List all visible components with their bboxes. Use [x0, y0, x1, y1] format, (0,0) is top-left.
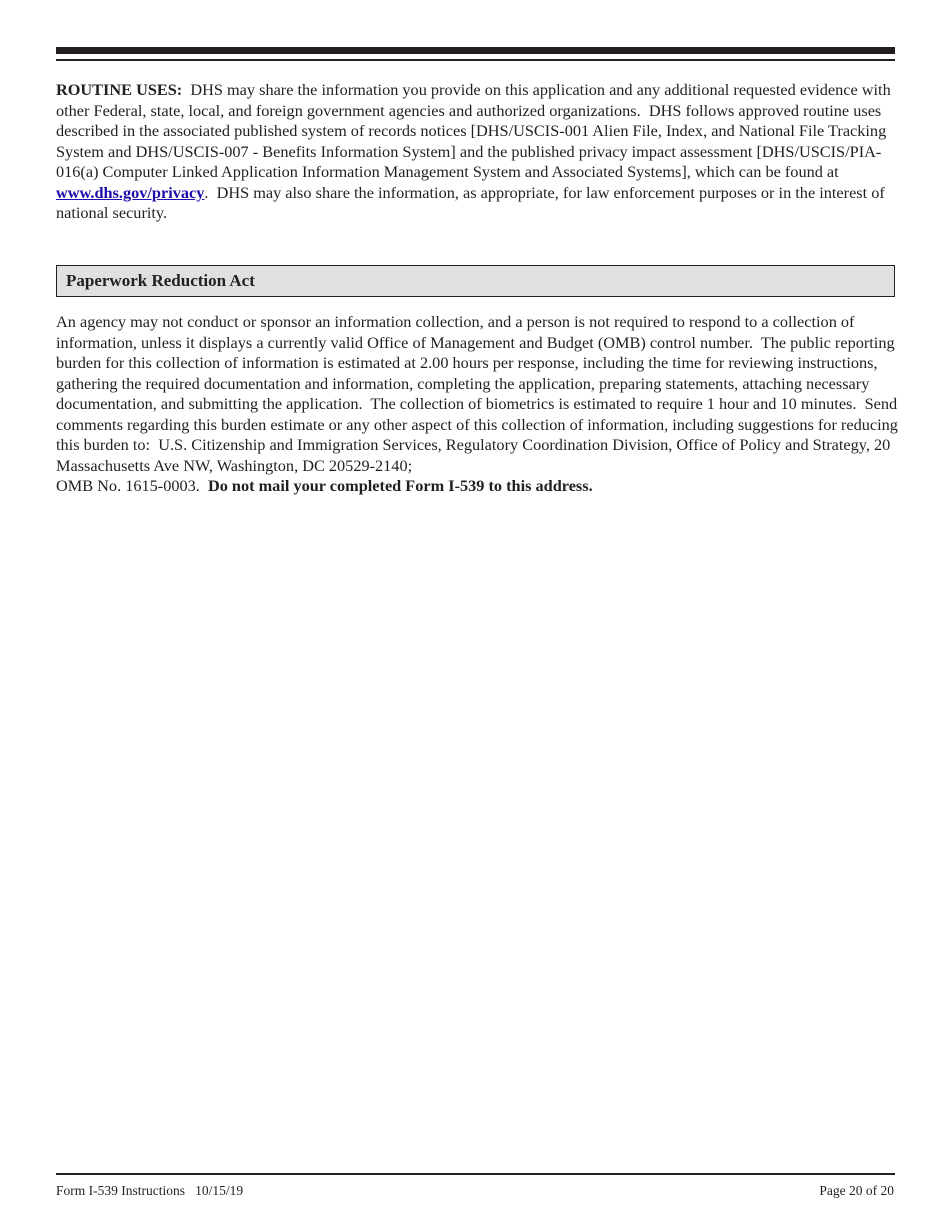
top-rule-thin — [56, 59, 895, 61]
routine-uses-paragraph — [56, 80, 898, 224]
footer-form-name: Form I-539 Instructions — [56, 1183, 185, 1198]
routine-uses-text-end: . DHS may also share the information, as appropriate, for law enforcement purposes or in the interest of national security. — [56, 182, 889, 222]
footer-page-number: Page 20 of 20 — [819, 1183, 894, 1198]
routine-uses-label: ROUTINE USES: — [56, 80, 183, 99]
omb-number: OMB No. 1615-0003. — [56, 476, 208, 495]
dhs-privacy-link[interactable]: www.dhs.gov/privacy — [56, 182, 205, 202]
paperwork-section-title: Paperwork Reduction Act — [66, 271, 255, 290]
paperwork-section-header — [56, 265, 895, 297]
routine-uses-text: DHS may share the information you provide on this application and any additional requested evidence with other Federal, state, local, and foreign government agencies and authorized organizations. DHS follows approved routine uses described in the associated published system of records notices [DHS/USCIS-001 Alien File, Index, and National File Tracking System and DHS/USCIS-007 - Benefits Information System] and the published privacy impact assessment [DHS/USCIS/PIA-016(a) Computer Linked Application Information Management System and Associated Systems], which can be found at — [56, 80, 895, 181]
top-rule-thick — [56, 47, 895, 54]
paperwork-paragraph — [56, 312, 902, 497]
footer-rule — [56, 1173, 895, 1175]
footer-edition-date: 10/15/19 — [195, 1183, 244, 1198]
footer-form-info — [56, 1183, 243, 1199]
paperwork-body: An agency may not conduct or sponsor an information collection, and a person is not required to respond to a collection of information, unless it displays a currently valid Office of Management and Budget (OMB) control number. The public reporting burden for this collection of information is estimated at 2.00 hours per response, including the time for reviewing instructions, gathering the required documentation and information, completing the application, preparing statements, attaching necessary documentation, and submitting the application. The collection of biometrics is estimated to require 1 hour and 10 minutes. Send comments regarding this burden estimate or any other aspect of this collection of information, including suggestions for reducing this burden to: U.S. Citizenship and Immigration Services, Regulatory Coordination Division, Office of Policy and Strategy, 20 Massachusetts Ave NW, Washington, DC 20529-2140; — [56, 312, 902, 475]
do-not-mail-notice: Do not mail your completed Form I-539 to this address. — [207, 476, 593, 495]
